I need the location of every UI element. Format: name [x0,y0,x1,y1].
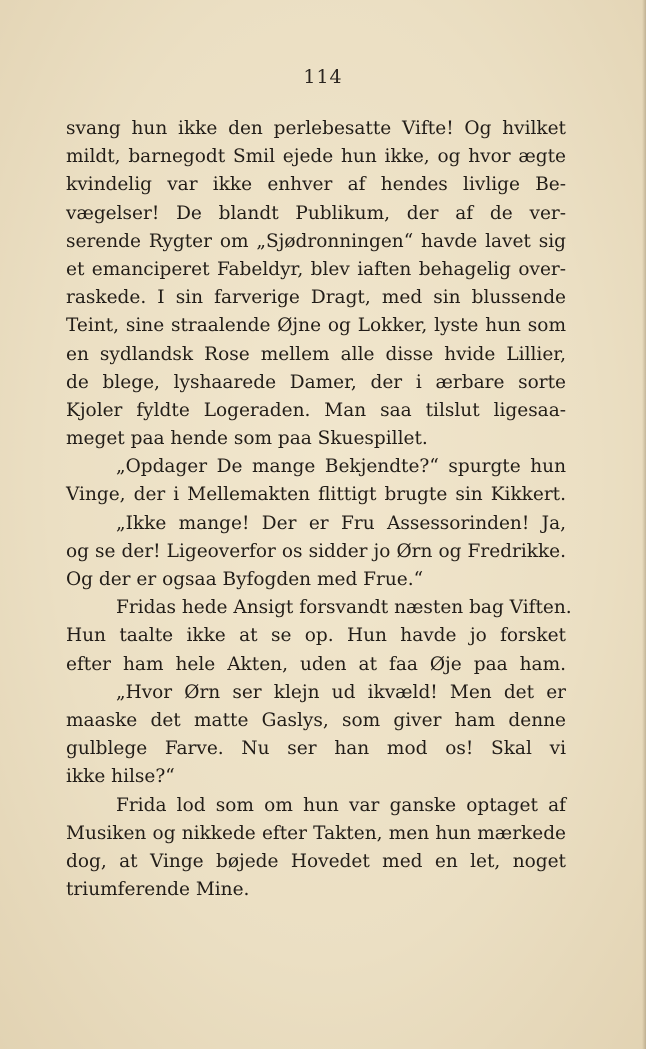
text-line: gulblege Farve. Nu ser han mod os! Skal vi [66,738,566,760]
text-line: triumferende Mine. [66,879,250,901]
text-line: meget paa hende som paa Skuespillet. [66,428,428,450]
text-line: serende Rygter om „Sjødronningen“ havde lavet sig [66,230,566,252]
text-line: Teint, sine straalende Øjne og Lokker, lyste hun som [66,315,566,337]
text-line: et emanciperet Fabeldyr, blev iaften behagelig over- [66,258,566,280]
text-line: Kjoler fyldte Logeraden. Man saa tilslut ligesaa- [66,399,566,421]
text-line: en sydlandsk Rose mellem alle disse hvide Lillier, [66,343,566,365]
text-line: Musiken og nikkede efter Takten, men hun mærkede [66,822,566,844]
text-line: Hun taalte ikke at se op. Hun havde jo forsket [66,625,566,647]
text-line: Frida lod som om hun var ganske optaget af [116,794,566,816]
text-line: efter ham hele Akten, uden at faa Øje paa ham. [66,653,566,675]
text-line: mildt, barnegodt Smil ejede hun ikke, og hvor ægte [66,146,566,168]
text-line: svang hun ikke den perlebesatte Vifte! Og hvilket [66,118,566,139]
text-line: maaske det matte Gaslys, som giver ham denne [66,709,566,731]
text-line: „Ikke mange! Der er Fru Assessorinden! Ja, [116,512,566,534]
text-line: kvindelig var ikke enhver af hendes livlige Be- [66,174,566,196]
text-line: „Hvor Ørn ser klejn ud ikvæld! Men det er [116,681,566,703]
text-line: og se der! Ligeoverfor os sidder jo Ørn og Fredrikke. [66,540,566,562]
page-number: 114 [303,66,343,88]
page-edge-shadow [642,0,646,1049]
text-line: vægelser! De blandt Publikum, der af de ver- [66,202,566,224]
text-line: dog, at Vinge bøjede Hovedet med en let, noget [66,850,566,872]
body-text [66,115,572,904]
text-line: de blege, lyshaarede Damer, der i ærbare sorte [66,371,566,393]
text-line: raskede. I sin farverige Dragt, med sin blussende [66,287,566,309]
text-line: Vinge, der i Mellemakten flittigt brugte sin Kikkert. [66,484,566,506]
text-line: ikke hilse?“ [66,766,175,788]
text-line: Og der er ogsaa Byfogden med Frue.“ [66,569,424,590]
text-line: Fridas hede Ansigt forsvandt næsten bag Viften. [116,597,572,619]
text-line: „Opdager De mange Bekjendte?“ spurgte hun [116,456,566,478]
